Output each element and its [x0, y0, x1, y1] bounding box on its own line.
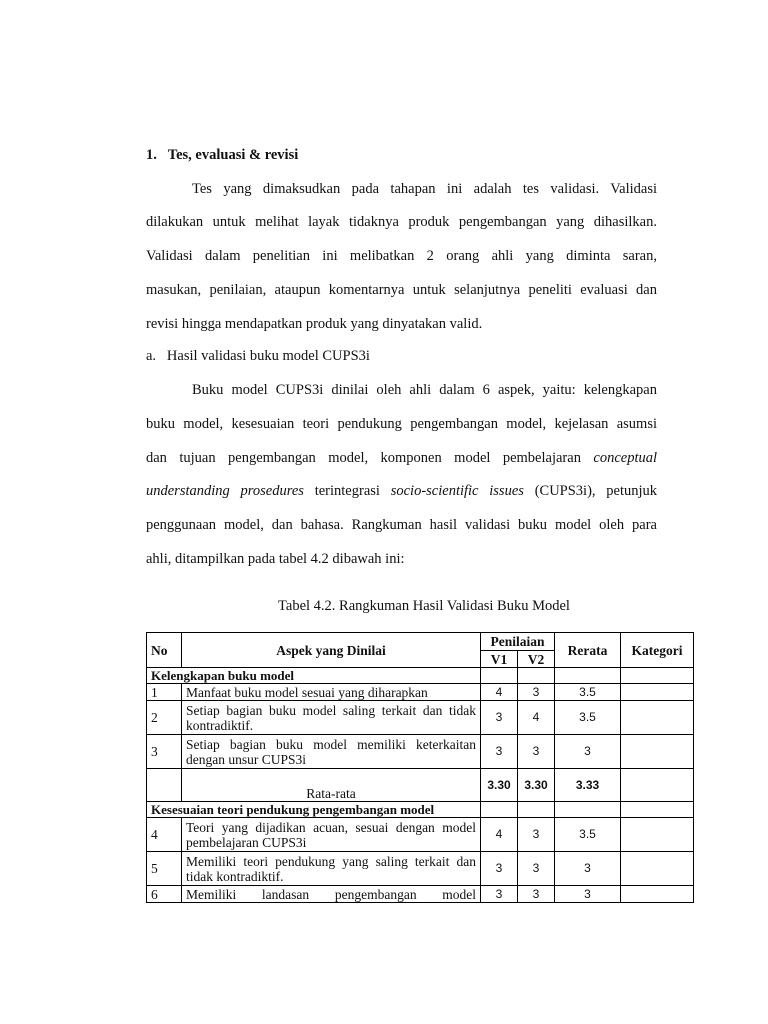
cell-v2-avg: 3.30 [518, 769, 555, 802]
cell-kategori [621, 735, 694, 769]
cell-no: 6 [147, 886, 182, 903]
cell-rerata: 3 [555, 735, 621, 769]
section-heading: 1. Tes, evaluasi & revisi [146, 147, 299, 163]
cell-aspek: Setiap bagian buku model memiliki keterkaitan dengan unsur CUPS3i [182, 735, 481, 769]
paragraph-line: buku model, kesesuaian teori pendukung pengembangan model, kejelasan asumsi [146, 416, 657, 432]
cell-v1: 3 [481, 886, 518, 903]
paragraph-text: dan tujuan pengembangan model, komponen model pembelajaran [146, 450, 581, 466]
table-header-row [147, 633, 694, 651]
paragraph-line: penggunaan model, dan bahasa. Rangkuman hasil validasi buku model oleh para [146, 517, 657, 533]
cell-rerata: 3.5 [555, 701, 621, 735]
paragraph-line: dilakukan untuk melihat layak tidaknya produk pengembangan yang dihasilkan. [146, 214, 657, 230]
cell-aspek: Memiliki landasan pengembangan model [182, 886, 481, 903]
table-row [147, 852, 694, 886]
table-row [147, 818, 694, 852]
italic-term: conceptual [593, 450, 658, 466]
cell-v2: 3 [518, 684, 555, 701]
cell-v2: 3 [518, 735, 555, 769]
cell-v1-avg: 3.30 [481, 769, 518, 802]
paragraph-line [146, 449, 657, 467]
cell-v2: 3 [518, 886, 555, 903]
cell-v2: 4 [518, 701, 555, 735]
cell-kategori [621, 701, 694, 735]
cell-aspek: Manfaat buku model sesuai yang diharapkan [182, 684, 481, 701]
cell-no: 4 [147, 818, 182, 852]
subsection-heading: a. Hasil validasi buku model CUPS3i [146, 348, 370, 364]
validation-table [146, 632, 694, 903]
header-aspek: Aspek yang Dinilai [182, 633, 481, 668]
paragraph-line: revisi hingga mendapatkan produk yang dinyatakan valid. [146, 316, 483, 332]
cell-rerata: 3.5 [555, 818, 621, 852]
header-v1: V1 [481, 651, 518, 668]
group-label: Kesesuaian teori pendukung pengembangan model [147, 802, 481, 818]
table-row [147, 701, 694, 735]
cell-kategori [621, 852, 694, 886]
group-label: Kelengkapan buku model [147, 668, 481, 684]
cell-aspek: Setiap bagian buku model saling terkait dan tidak kontradiktif. [182, 701, 481, 735]
cell-v1: 4 [481, 818, 518, 852]
table-row [147, 684, 694, 701]
cell-aspek: Memiliki teori pendukung yang saling terkait dan tidak kontradiktif. [182, 852, 481, 886]
paragraph-line [146, 482, 657, 500]
italic-term: understanding prosedures [146, 483, 304, 499]
cell-kategori [621, 818, 694, 852]
italic-term: socio-scientific issues [390, 483, 524, 499]
table-group-row [147, 802, 694, 818]
cell-rerata: 3 [555, 886, 621, 903]
table-group-row [147, 668, 694, 684]
cell-aspek: Teori yang dijadikan acuan, sesuai dengan model pembelajaran CUPS3i [182, 818, 481, 852]
table-row [147, 886, 694, 903]
paragraph-line: Tes yang dimaksudkan pada tahapan ini adalah tes validasi. Validasi [192, 181, 657, 197]
cell-no [147, 769, 182, 802]
paragraph-line: masukan, penilaian, ataupun komentarnya untuk selanjutnya peneliti evaluasi dan [146, 282, 657, 298]
header-no: No [147, 633, 182, 668]
cell-rerata-avg: 3.33 [555, 769, 621, 802]
cell-v1: 3 [481, 852, 518, 886]
paragraph-line: Buku model CUPS3i dinilai oleh ahli dalam 6 aspek, yaitu: kelengkapan [192, 382, 657, 398]
average-label: Rata-rata [182, 769, 481, 802]
cell-kategori [621, 886, 694, 903]
header-rerata: Rerata [555, 633, 621, 668]
header-penilaian: Penilaian [481, 633, 555, 651]
cell-no: 1 [147, 684, 182, 701]
header-v2: V2 [518, 651, 555, 668]
table-row [147, 735, 694, 769]
cell-v1: 3 [481, 701, 518, 735]
cell-v1: 3 [481, 735, 518, 769]
table-average-row [147, 769, 694, 802]
cell-rerata: 3.5 [555, 684, 621, 701]
header-kategori: Kategori [621, 633, 694, 668]
cell-kategori [621, 684, 694, 701]
paragraph-text: (CUPS3i), petunjuk [534, 483, 658, 499]
cell-no: 2 [147, 701, 182, 735]
cell-v1: 4 [481, 684, 518, 701]
cell-rerata: 3 [555, 852, 621, 886]
cell-v2: 3 [518, 818, 555, 852]
cell-no: 5 [147, 852, 182, 886]
paragraph-line: ahli, ditampilkan pada tabel 4.2 dibawah ini: [146, 551, 405, 567]
cell-no: 3 [147, 735, 182, 769]
paragraph-text: terintegrasi [314, 483, 380, 499]
cell-v2: 3 [518, 852, 555, 886]
cell-kategori [621, 769, 694, 802]
table-caption: Tabel 4.2. Rangkuman Hasil Validasi Buku Model [278, 598, 570, 614]
paragraph-line: Validasi dalam penelitian ini melibatkan 2 orang ahli yang diminta saran, [146, 248, 657, 264]
